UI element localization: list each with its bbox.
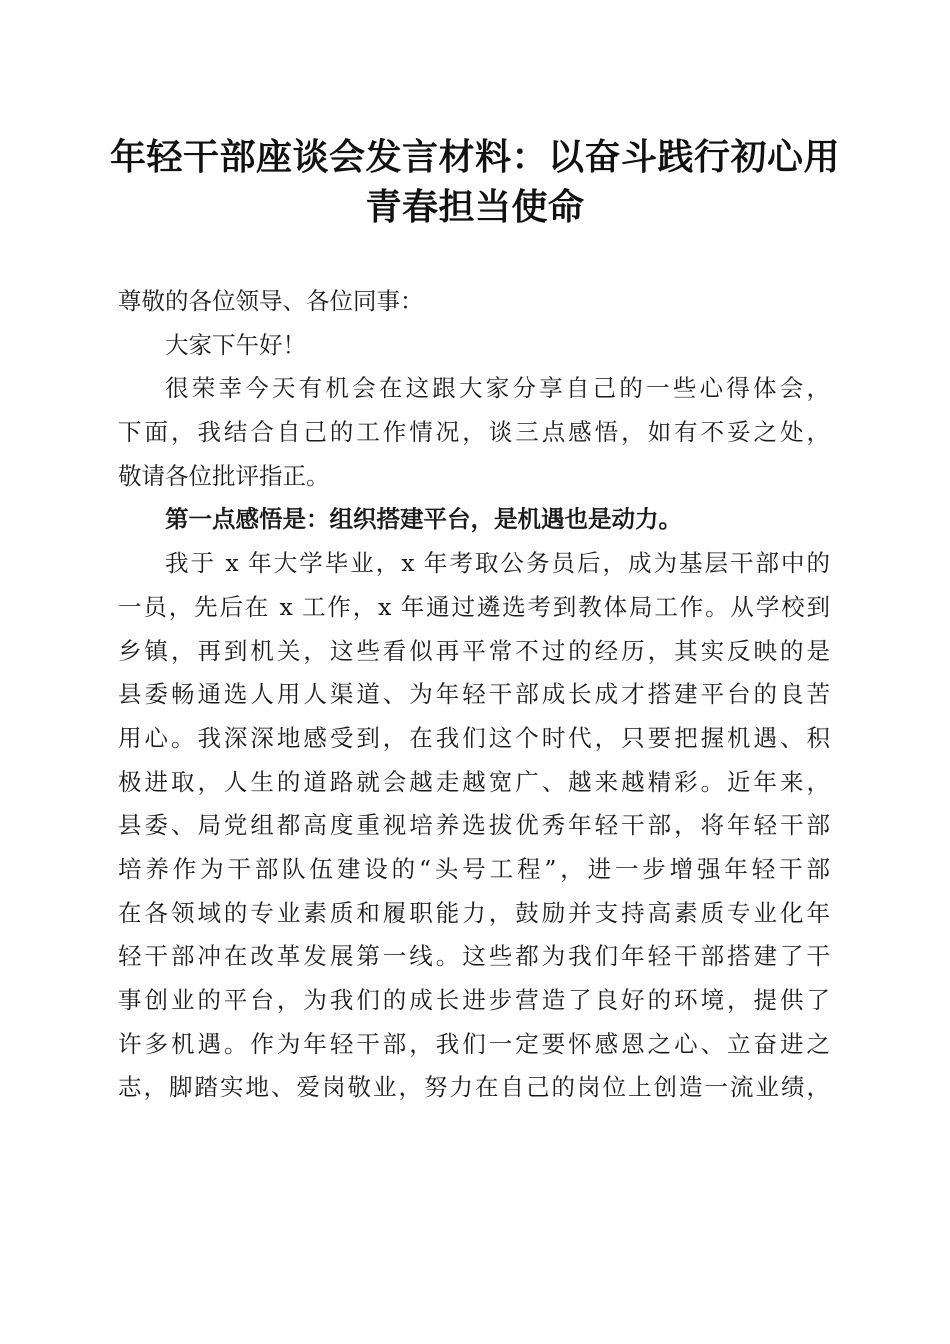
point1-body-line: 县委畅通选人用人渠道、为年轻干部成长成才搭建平台的良苦 <box>118 680 830 709</box>
title-line-2: 青春担当使命 <box>365 186 585 228</box>
point1-body-line: 在各领域的专业素质和履职能力，鼓励并支持高素质专业化年 <box>118 898 830 927</box>
point1-body-line: 极进取，人生的道路就会越走越宽广、越来越精彩。近年来， <box>118 767 830 796</box>
intro-line: 敬请各位批评指正。 <box>118 461 330 490</box>
point1-body-line: 县委、局党组都高度重视培养选拔优秀年轻干部，将年轻干部 <box>118 811 830 840</box>
point1-body-line: 志，脚踏实地、爱岗敬业，努力在自己的岗位上创造一流业绩， <box>118 1073 830 1102</box>
document-body <box>118 280 830 1110</box>
point1-body-line: 乡镇，再到机关，这些看似再平常不过的经历，其实反映的是 <box>118 636 830 665</box>
document-title <box>100 132 850 232</box>
point1-body-line: 许多机遇。作为年轻干部，我们一定要怀感恩之心、立奋进之 <box>118 1029 830 1058</box>
point1-body-line: 用心。我深深地感受到，在我们这个时代，只要把握机遇、积 <box>118 723 830 752</box>
intro-line: 下面，我结合自己的工作情况，谈三点感悟，如有不妥之处， <box>118 418 830 447</box>
point1-heading: 第一点感悟是：组织搭建平台，是机遇也是动力。 <box>165 505 682 534</box>
salutation: 尊敬的各位领导、各位同事： <box>118 287 424 315</box>
greeting: 大家下午好！ <box>165 330 306 359</box>
intro-line: 很荣幸今天有机会在这跟大家分享自己的一些心得体会， <box>165 374 830 403</box>
point1-body-line: 培养作为干部队伍建设的“头号工程”，进一步增强年轻干部 <box>118 854 830 883</box>
title-line-1: 年轻干部座谈会发言材料：以奋斗践行初心用 <box>109 136 840 178</box>
point1-body-line: 轻干部冲在改革发展第一线。这些都为我们年轻干部搭建了干 <box>118 942 830 971</box>
point1-body-line: 一员，先后在 x 工作，x 年通过遴选考到教体局工作。从学校到 <box>118 592 830 621</box>
point1-body-line: 事创业的平台，为我们的成长进步营造了良好的环境，提供了 <box>118 986 830 1014</box>
point1-body-line: 我于 x 年大学毕业，x 年考取公务员后，成为基层干部中的 <box>165 549 830 578</box>
